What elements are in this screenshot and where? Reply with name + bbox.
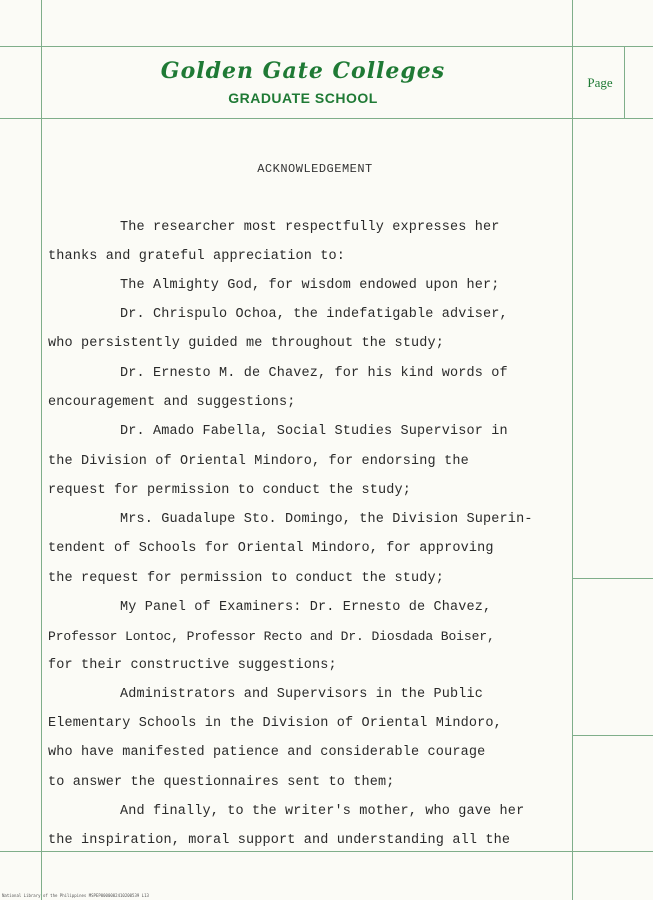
- graduate-school-label: GRADUATE SCHOOL: [228, 90, 378, 106]
- bottom-rule: [0, 851, 653, 852]
- text-line: Professor Lontoc, Professor Recto and Dr. Diosdada Boiser,: [48, 629, 495, 644]
- right-column-rule-2: [572, 735, 653, 736]
- page-number-label: Page: [587, 75, 613, 90]
- text-line: Mrs. Guadalupe Sto. Domingo, the Division Superin-: [120, 512, 533, 527]
- acknowledgement-heading: ACKNOWLEDGEMENT: [257, 162, 373, 176]
- text-line: Dr. Ernesto M. de Chavez, for his kind words of: [120, 366, 508, 381]
- text-line: the Division of Oriental Mindoro, for endorsing the: [48, 454, 469, 469]
- left-margin-rule: [41, 0, 42, 900]
- text-line: Dr. Amado Fabella, Social Studies Supervisor in: [120, 424, 508, 439]
- text-line: the inspiration, moral support and understanding all the: [48, 833, 511, 848]
- text-line: Elementary Schools in the Division of Oriental Mindoro,: [48, 716, 502, 731]
- text-line: who have manifested patience and considerable courage: [48, 745, 486, 760]
- text-line: Dr. Chrispulo Ochoa, the indefatigable adviser,: [120, 307, 508, 322]
- text-line: Administrators and Supervisors in the Public: [120, 687, 484, 702]
- right-column-rule-1: [572, 578, 653, 579]
- text-line: My Panel of Examiners: Dr. Ernesto de Chavez,: [120, 600, 492, 615]
- library-footer-note: National Library of the Philippines MSPEP0000002410200539 L13: [2, 893, 149, 898]
- text-line: encouragement and suggestions;: [48, 395, 296, 410]
- text-line: The researcher most respectfully expresses her: [120, 220, 500, 235]
- text-line: request for permission to conduct the study;: [48, 483, 412, 498]
- text-line: thanks and grateful appreciation to:: [48, 249, 346, 264]
- text-line: to answer the questionnaires sent to them;: [48, 775, 395, 790]
- header-bottom-rule: [0, 118, 653, 119]
- text-line: who persistently guided me throughout the study;: [48, 336, 445, 351]
- text-line: The Almighty God, for wisdom endowed upon her;: [120, 278, 500, 293]
- text-line: And finally, to the writer's mother, who gave her: [120, 804, 525, 819]
- text-line: tendent of Schools for Oriental Mindoro, for approving: [48, 541, 494, 556]
- college-name: Golden Gate Colleges: [160, 58, 446, 84]
- page-box-rule: [624, 46, 625, 118]
- top-rule: [0, 46, 653, 47]
- right-margin-rule: [572, 0, 573, 900]
- text-line: for their constructive suggestions;: [48, 658, 337, 673]
- text-line: the request for permission to conduct the study;: [48, 571, 445, 586]
